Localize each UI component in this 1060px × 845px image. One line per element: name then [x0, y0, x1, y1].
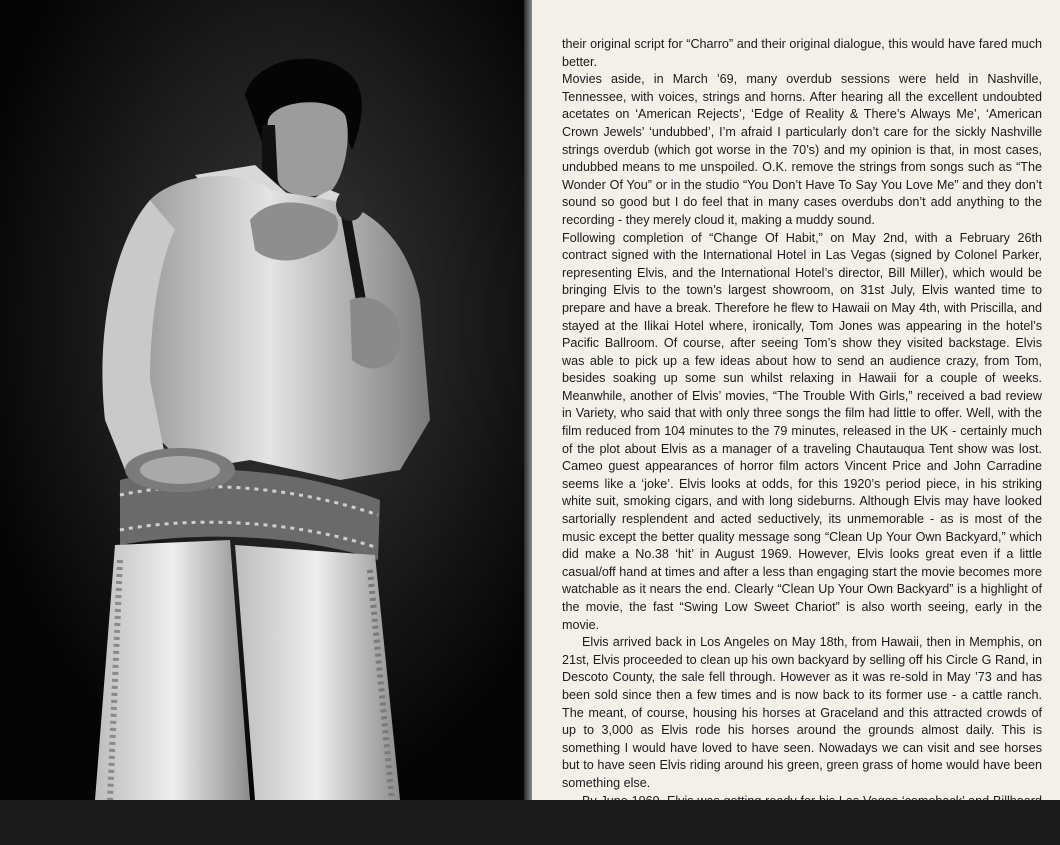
paragraph-3: Following completion of “Change Of Habit,” on May 2nd, with a February 26th contract signed with the International Hotel in Las Vegas (signed by Colonel Parker, representing Elvis, and the International Hotel’s director, Bill Miller), which would be bringing Elvis to the town’s largest showroom, on 31st July, Elvis wanted time to prepare and have a break. Therefore he flew to Hawaii on May 4th, with Priscilla, and stayed at the Ilikai Hotel where, ironically, Tom Jones was appearing in the hotel’s Pacific Ballroom. Of course, after seeing Tom’s show they visited backstage. Elvis was able to pick up a few ideas about how to send an audience crazy, from Tom, besides soaking up some sun whilst relaxing in Hawaii for a couple of weeks. Meanwhile, another of Elvis’ movies, “The Trouble With Girls,” received a bad review in Variety, who said that with only three songs the film had little to offer. Well, with the film reduced from 104 minutes to the 79 minutes, released in the UK - certainly much of the plot about Elvis as a manager of a traveling Chautauqua Tent show was lost. Cameo guest appearances of horror film actors Vincent Price and John Carradine seems like a ‘joke’. Elvis looks at odds, for this 1920’s period piece, in his striking white suit, smoking cigars, and with long sideburns. Although Elvis may have looked sartorially resplendent and acted seductively, its unmemorable - as is most of the music except the better quality message song “Clean Up Your Own Backyard,” which did make a No.38 ‘hit’ in August 1969. However, Elvis looks great even if a little casual/off hand at times and after a less than engaging start the movie becomes more watchable as it nears the end. Clearly “Clean Up Your Own Backyard” is a highlight of the movie, the fast “Swing Low Sweet Chariot” is also worth seeing, early in the movie.: [562, 230, 1042, 632]
paragraph-4: Elvis arrived back in Los Angeles on May 18th, from Hawaii, then in Memphis, on 21st, Elvis proceeded to clean up his own backyard by selling off his Circle G Rand, in Descoto County, the sale fell through. However as it was re-sold in May ’73 and has been sold since then a few times and is now back to its former use - a cattle ranch. The meant, of course, housing his horses at Graceland and this attracted crowds of up to 3,000 as Elvis rode his horses around the grounds almost daily. This is something I would have loved to have seen. Nowadays we can visit and see horses but to have seen Elvis riding around his green, green grass of home would have been something else.: [562, 635, 1042, 790]
text-page: [532, 0, 1060, 843]
paragraph-2: Movies aside, in March ’69, many overdub sessions were held in Nashville, Tennessee, with voices, strings and horns. After hearing all the excellent undoubted acetates on ‘American Rejects’, ‘Edge of Reality & There’s Always Me’, ‘American Crown Jewels’ ‘undubbed’, I’m afraid I particularly don’t care for the sickly Nashville strings overdub (which got worse in the 70’s) and my opinion is that, in most cases, undubbed means to me unspoiled. O.K. remove the strings from songs such as “The Wonder Of You” or in the studio “You Don’t Have To Say You Love Me” and they don’t sound so good but I do feel that in many cases overdubs don’t add anything to the recording - they merely cloud it, making a muddy sound.: [562, 72, 1042, 227]
page-gutter: [524, 0, 532, 800]
concert-photo: [0, 0, 524, 800]
article-body: [562, 36, 1042, 845]
paragraph-5: By June 1969, Elvis was getting ready for his Las Vegas ‘comeback’ and Billboard reviewed Elvis’ newly released album “From Elvis In Memphis,” saying what we all agreed on - ‘He’s never sounded better and the choice of material is: [562, 793, 1042, 843]
elvis-photo-illustration: [0, 0, 524, 800]
paragraph-1: their original script for “Charro” and their original dialogue, this would have fared much better.: [562, 37, 1042, 69]
